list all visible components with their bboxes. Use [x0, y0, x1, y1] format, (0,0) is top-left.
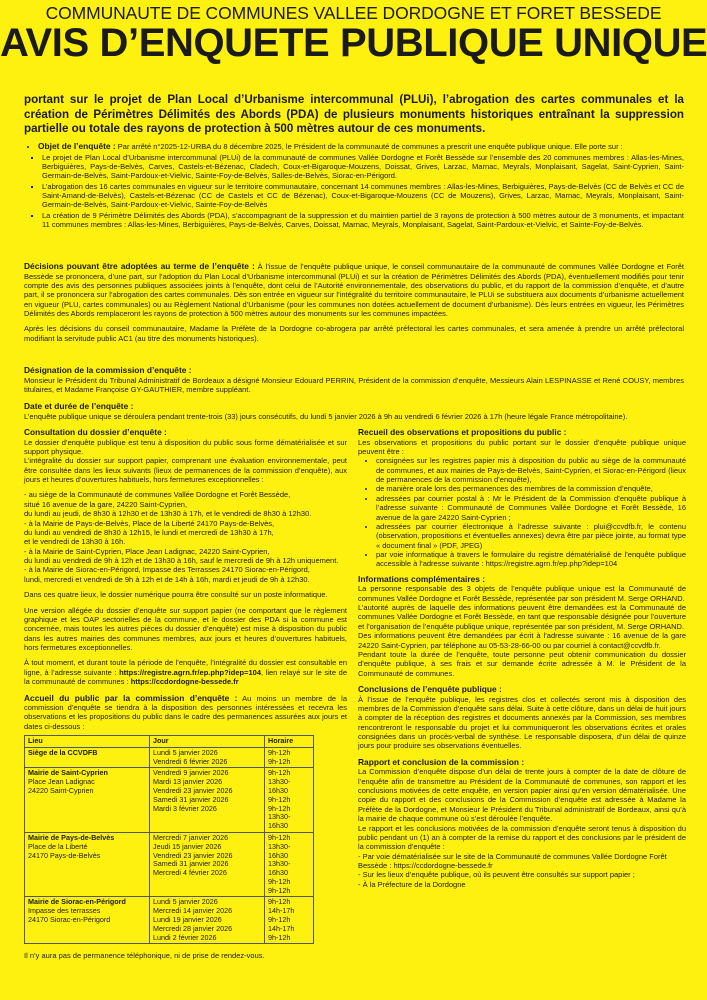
dates-text: L’enquête publique unique se déroulera pendant trente-trois (33) jours consécutifs, du lundi 5 janvier 2026 à 9h au vendredi 6 février 2026 à 17h (heure légale France métropolitaine).	[24, 411, 628, 421]
hour: 9h-12h	[268, 876, 291, 886]
objet-text: Par arrêté n°2025-12-URBA du 8 décembre 2025, le Président de la communauté de communes a prescrit une enquête publique unique. Elle porte sur :	[115, 142, 623, 151]
consultation-online-text: À tout moment, et durant toute la période de l’enquête, l’intégralité du dossier est consultable en ligne, à l’adresse suivante :	[24, 658, 347, 677]
consultation-p3: Dans ces quatre lieux, le dossier numérique pourra être consulté sur un poste informatique.	[24, 590, 328, 600]
lieu-address: 24220 Saint-Cyprien	[28, 786, 94, 796]
no-phone-note: Il n’y aura pas de permanence téléphonique, ni de prise de rendez-vous.	[24, 951, 265, 961]
table-row	[25, 832, 314, 896]
lieu-address: Place Jean Ladignac	[28, 777, 95, 787]
lieu-line: lundi, mercredi et vendredi de 9h à 12h et de 14h à 16h, mardi et jeudi de 9h à 12h30.	[24, 574, 310, 584]
objet-subitem: ▪ L’abrogation des 16 cartes communales en vigueur sur le territoire communautaire, concernant 14 communes membres : Allas-les-Mines, Berbiguières, Pays-de-Belvès (CC de Belvès et CC de Saint-Amand-de-Belvès), Castels-et-Bézenac (CC de Castels et CC de Bézenac), Coux-et-Bigaroque-Mouzens (CC de Mouzens), Grives, Larzac, Marnac, Meyrals, Monplaisant, Saint-Germain-de-Belvès, Saint-Pardoux-et-Vielvic, Sainte-Foy-de-Belvès	[42, 182, 684, 210]
dates-section	[24, 401, 684, 421]
rapport-line: - Sur les lieux d’enquête publique, où ils peuvent être consultés sur support papier ;	[358, 870, 635, 880]
hour: 13h30-16h30	[268, 859, 291, 878]
lieu-line: - à la Mairie de Siorac-en-Périgord, Impasse des Terrasses 24170 Siorac-en-Périgord,	[24, 565, 310, 575]
hour: 9h-12h	[268, 768, 291, 778]
accueil-paragraph	[24, 693, 347, 732]
rapport-line: - À la Préfecture de la Dordogne	[358, 879, 466, 889]
table-header-row	[25, 736, 314, 748]
left-column	[24, 427, 347, 961]
lieu-address: 24170 Siorac-en-Périgord	[28, 914, 111, 924]
infos-heading: Informations complémentaires :	[358, 573, 486, 584]
infos-p3: Des informations peuvent être demandées par écrit à l’adresse suivante : 16 avenue de la gare 24220 Saint-Cyprien, par téléphone au 05-53-28-66-00 ou par courriel à contact@ccvdfb.fr.	[358, 631, 686, 650]
permanences-table	[24, 735, 314, 944]
infos-p4: Pendant toute la durée de l’enquête, toute personne peut obtenir communication du dossier d’enquête publique, à ses frais et sur demande écrite adressée à M. le Président de la Communauté de communes.	[358, 649, 686, 678]
table-row	[25, 897, 314, 944]
table-row	[25, 768, 314, 832]
horaire-cell	[265, 832, 314, 896]
consultation-p5	[24, 658, 347, 686]
lieu-name: Siège de la CCVDFB	[28, 747, 98, 757]
day: Mardi 3 février 2026	[153, 803, 217, 813]
horaire-cell	[265, 747, 314, 768]
consultation-p4: Une version allégée du dossier d’enquête sur support papier (ne comportant que le règlement graphique et les OAP sectorielles de la commune, et le dossier des PDA si la commune est concernée, mais toutes les autres pièces du dossier d’enquête) est mise à disposition du public dans les autres mairies des communes membres, aux jours et heures d’ouvertures habituels, hors fermetures exceptionnelles.	[24, 605, 347, 652]
day: Lundi 5 janvier 2026	[153, 747, 218, 757]
hour: 13h30-16h30	[268, 812, 291, 831]
lieu-line: du lundi au vendredi de 8h30 à 12h15, le lundi et mercredi de 13h30 à 17h,	[24, 527, 274, 537]
recueil-item: • de manière orale lors des permanences des membres de la commission d’enquête,	[376, 484, 686, 493]
hour: 13h30-16h30	[268, 841, 291, 860]
jour-cell	[150, 747, 265, 768]
consultation-relay-text: , lien relayé sur le site de la communauté de communes :	[24, 667, 347, 687]
lieu-name: Mairie de Saint-Cyprien	[28, 768, 108, 778]
jour-cell	[150, 897, 265, 944]
notice-subject: portant sur le projet de Plan Local d’Urbanisme intercommunal (PLUi), l’abrogation des cartes communales et la création de Périmètres Délimités des Abords (PDA) de plusieurs monuments historiques entraînant la suppression partielle ou totale des rayons de protection à 500 mètres autour de ces monuments.	[24, 93, 684, 136]
day: Lundi 19 janvier 2026	[153, 914, 222, 924]
decisions-after: Après les décisions du conseil communautaire, Madame la Préfète de la Dordogne co-abrogera par arrêté préfectoral les cartes communales, et sera amenée à prendre un arrêté préfectoral modifiant la servitude public AC1 (au titre des monuments historiques).	[24, 324, 684, 343]
objet-section	[24, 141, 684, 231]
lieu-cell	[25, 747, 150, 768]
objet-heading: Objet de l’enquête :	[38, 141, 116, 151]
designation-text: Monsieur le Président du Tribunal Administratif de Bordeaux a désigné Monsieur Edouard PERRIN, Président de la commission d’enquête, Messieurs Alain LESPINASSE et René COUSY, membres titulaires, et Madame Françoise GY-GAUTHIER, membre suppléant.	[24, 375, 684, 394]
consultation-p2: L’intégralité du dossier sur support papier, comprenant une évaluation environnementale, peut être consultée dans les lieux suivants (lieux de permanences de la commission d’enquête), aux jours et heures d’ouvertures habituels, hors fermetures exceptionnelles :	[24, 456, 347, 484]
lieu-address: Impasse des terrasses	[28, 906, 101, 916]
accueil-text: Au moins un membre de la commission d’enquête se tiendra à la disposition des personnes intéressées et recevra les observations et les propositions du public dans le cadre des permanences assurées aux jours et dates ci-dessous :	[24, 693, 347, 731]
hour: 9h-12h	[268, 897, 291, 907]
lieu-line: situé 16 avenue de la gare, 24220 Saint-Cyprien,	[24, 499, 188, 509]
lieu-cell	[25, 768, 150, 832]
header-jour: Jour	[150, 736, 265, 748]
lieu-line: et le vendredi de 13h30 à 16h.	[24, 537, 126, 547]
day: Vendredi 23 janvier 2026	[153, 786, 233, 796]
decisions-paragraph	[24, 261, 684, 318]
designation-section	[24, 365, 684, 394]
consultation-p1: Le dossier d’enquête publique est tenu à disposition du public sous forme dématérialisée et sur support physique.	[24, 437, 347, 456]
jour-cell	[150, 768, 265, 832]
day: Mercredi 7 janvier 2026	[153, 832, 229, 842]
recueil-item: • par voie informatique à travers le formulaire du registre dématérialisé de l’enquête publique accessible à l’adresse suivante : https://registre.agrn.fr/ep.php?idep=104	[376, 550, 686, 569]
day: Mercredi 4 février 2026	[153, 868, 227, 878]
lieu-line: - à la Mairie de Pays-de-Belvès, Place de la Liberté 24170 Pays-de-Belvès,	[24, 518, 275, 528]
designation-heading: Désignation de la commission d’enquête :	[24, 365, 192, 375]
recueil-item: • adressées par courrier électronique à l’adresse suivante : plui@ccvdfb.fr, le contenu (observation, propositions et éventuelles annexes) devra être par pièce jointe, au format type « document final » (PDF, JPEG)	[376, 522, 686, 550]
rapport-p2: Le rapport et les conclusions motivées de la commission d’enquête seront tenus à disposition du public pendant un (1) an à compter de la remise du rapport et des conclusions par le président de la commission d’enquête :	[358, 823, 686, 852]
hour: 9h-12h	[268, 932, 291, 942]
notice-title: AVIS D’ENQUETE PUBLIQUE UNIQUE	[0, 21, 707, 65]
rapport-line: - Par voie dématérialisée sur le site de la Communauté de communes Vallée Dordogne Forêt Bessède : https://ccdordogne-bessede.fr	[358, 851, 667, 870]
objet-subitem: ▪ La création de 9 Périmètre Délimités des Abords (PDA), s’accompagnant de la suppression et du maintien partiel de 3 rayons de protection à 500 mètres autour de 3 monuments, et impactant 11 communes membres : Allas-les-Mines, Berbiguières, Pays-de-Belvès, Carves, Doissat, Marnac, Meyrals, Monplaisant, Sagelat, Saint-Pardoux-et-Vielvic, et Sainte-Foy-de-Belvès.	[42, 211, 684, 230]
infos-p1: La personne responsable des 3 objets de l’enquête publique unique est la Communauté de communes Vallée Dordogne et Forêt Bessède, représentée par son président M. Serge ORHAND.	[358, 584, 686, 603]
day: Mercredi 28 janvier 2026	[153, 923, 233, 933]
hour: 9h-12h	[268, 803, 291, 813]
recueil-list	[358, 456, 686, 569]
objet-item	[38, 141, 684, 230]
day: Mardi 13 janvier 2026	[153, 777, 223, 787]
conclusions-text: À l’issue de l’enquête publique, les registres clos et collectés seront mis à disposition des membres de la Commission d’enquête sans délai. Suite à cette clôture, dans un délai de huit jours à compter de la réception des registres et documents annexés par la Commission, ses membres rencontreront le responsable du projet et lui communiqueront les observations écrites et orales consignées dans un procès-verbal de synthèse. Le responsable disposera, d’un délai de quinze jours pour produire ses observations éventuelles.	[358, 694, 686, 751]
jour-cell	[150, 832, 265, 896]
consultation-heading: Consultation du dossier d’enquête :	[24, 427, 167, 437]
hour: 14h-17h	[268, 923, 295, 933]
registre-link[interactable]: https://registre.agrn.fr/ep.php?idep=104	[119, 667, 261, 677]
lieu-address: 24170 Pays-de-Belvès	[28, 850, 101, 860]
lieu-address: Place de la Liberté	[28, 841, 88, 851]
recueil-intro: Les observations et propositions du public portant sur le dossier d’enquête publique unique peuvent être :	[358, 437, 686, 456]
hour: 9h-12h	[268, 794, 291, 804]
lieu-cell	[25, 897, 150, 944]
hour: 9h-12h	[268, 756, 291, 766]
lieu-line: - à la Mairie de Saint-Cyprien, Place Jean Ladignac, 24220 Saint-Cyprien,	[24, 546, 270, 556]
lieu-line: - au siège de la Communauté de communes Vallée Dordogne et Forêt Bessède,	[24, 490, 291, 500]
hour: 14h-17h	[268, 906, 295, 916]
lieu-name: Mairie de Siorac-en-Périgord	[28, 897, 126, 907]
day: Jeudi 15 janvier 2026	[153, 841, 222, 851]
lieu-line: du lundi au vendredi de 9h à 12h et de 13h30 à 16h, sauf le mercredi de 9h à 12h uniquement.	[24, 556, 339, 565]
horaire-cell	[265, 897, 314, 944]
objet-main-list	[24, 141, 684, 230]
day: Vendredi 23 janvier 2026	[153, 850, 233, 860]
accueil-heading: Accueil du public par la commission d’enquête :	[24, 692, 238, 703]
horaire-cell	[265, 768, 314, 832]
table-row	[25, 747, 314, 768]
hour: 9h-12h	[268, 832, 291, 842]
organization-name: COMMUNAUTE DE COMMUNES VALLEE DORDOGNE ET FORET BESSEDE	[45, 3, 662, 23]
decisions-heading: Décisions pouvant être adoptées au terme de l’enquête :	[24, 261, 255, 271]
recueil-item: • adressées par courrier postal à : Mr le Président de la Commission d’enquête publique à l’adresse suivante : Communauté de Communes Vallée Dordogne et Forêt Bessède, 16 avenue de la gare 24220 Saint-Cyprien ;	[376, 494, 686, 522]
day: Lundi 2 février 2026	[153, 932, 217, 942]
day: Lundi 5 janvier 2026	[153, 897, 218, 907]
recueil-item: • consignées sur les registres papier mis à disposition du public au siège de la communauté de communes, et aux mairies de Pays-de-Belvès, Saint-Cyprien, et Siorac-en-Périgord (lieux de permanences de la commission d’enquête),	[376, 456, 686, 484]
consultation-lieux	[24, 490, 347, 584]
day: Vendredi 6 février 2026	[153, 756, 228, 766]
day: Mercredi 14 janvier 2026	[153, 906, 233, 916]
day: Vendredi 9 janvier 2026	[153, 768, 229, 778]
day: Samedi 31 janvier 2026	[153, 859, 229, 869]
dates-heading: Date et durée de l’enquête :	[24, 401, 134, 411]
right-column	[358, 427, 686, 889]
day: Samedi 31 janvier 2026	[153, 794, 229, 804]
rapport-p1: La Commission d’enquête dispose d’un délai de trente jours à compter de la date de clôture de l’enquête afin de transmettre au Président de la Communauté de communes, son rapport et les conclusions motivées de cette enquête, en version papier ainsi qu’en version dématérialisée. Une copie du rapport et des conclusions de la Commission d’enquête est adressée à Madame la Préfète de la Dordogne, et Monsieur le Président du Tribunal administratif de Bordeaux, ainsi qu’à la mairie de chaque commune où s’est déroulée l’enquête.	[358, 767, 686, 824]
recueil-heading: Recueil des observations et propositions du public :	[358, 427, 567, 437]
infos-p2: L’autorité auprès de laquelle des informations peuvent être demandées est la Communauté de communes Vallée Dordogne et Forêt Bessède, en tant que responsable désignée pour l’ouverture et l’organisation de l’enquête publique unique, représentée par son président, M. Serge ORHAND.	[358, 603, 686, 631]
conclusions-heading: Conclusions de l’enquête publique :	[358, 684, 502, 694]
header-horaire: Horaire	[265, 736, 314, 748]
decisions-text: À l’issue de l’enquête publique unique, le conseil communautaire de la communauté de communes Vallée Dordogne et Forêt Bessède se prononcera, d’une part, sur l’adoption du Plan Local d’Urbanisme intercommunal (PLUi) et sur la création de Périmètres Délimités des Abords (PDA), éventuellement modifiés pour tenir compte des avis des personnes publiques associées joints à l’enquête, dont celui de l’Autorité environnementale, des observations du public, et du rapport de la commission d’enquête, et d’autre part, il se prononcera sur l’abrogation des cartes communales. Dès son entrée en vigueur sur l’intégralité du territoire communautaire, le PLUi se substituera aux documents d’urbanisme actuellement en vigueur (PLU, cartes communales) ou au Règlement National d’Urbanisme (pour les communes non dotées actuellement de document d’urbanisme). Dès leurs entrées en vigueur, les Périmètres Délimités des Abords remplaceront les rayons de protection à 500 mètres autour des monuments sur les communes impactées.	[24, 262, 684, 318]
lieu-line: du lundi au jeudi, de 8h30 à 12h30 et de 13h30 à 17h, et le vendredi de 8h30 à 12h30.	[24, 509, 312, 519]
hour: 13h30-16h30	[268, 777, 291, 796]
objet-sublist	[38, 153, 684, 230]
decisions-section	[24, 261, 684, 349]
objet-subitem: ▪ Le projet de Plan Local d’Urbanisme intercommunal (PLUi) de la communauté de communes Vallée Dordogne et Forêt Bessède sur l’ensemble des 20 communes membres : Allas-les-Mines, Berbiguières, Pays-de-Belvès, Carves, Castels-et-Bézenac, Cladech, Coux-et-Bigaroque-Mouzens, Doissat, Grives, Larzac, Marnac, Meyrals, Monplaisant, Sagelat, Saint-Cyprien, Saint-Germain-de-Belvès, Saint-Pardoux-et-Vielvic, Sainte-Foy-de-Belvès, Salles-de-Belvès, Siorac-en-Périgord.	[42, 153, 684, 181]
lieu-cell	[25, 832, 150, 896]
lieu-name: Mairie de Pays-de-Belvès	[28, 832, 115, 842]
website-link[interactable]: https://ccdordogne-bessede.fr	[130, 677, 239, 687]
hour: 9h-12h	[268, 747, 291, 757]
header-lieu: Lieu	[25, 736, 150, 748]
hour: 9h-12h	[268, 914, 291, 924]
rapport-heading: Rapport et conclusion de la commission :	[358, 756, 525, 767]
hour: 9h-12h	[268, 885, 291, 895]
